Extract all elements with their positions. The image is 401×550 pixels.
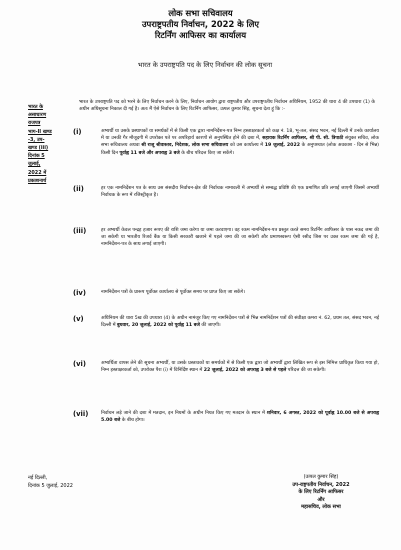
clause-text-bold: सहायक रिटर्निंग आफिसर, श्री पी. सी. त्रिपाठी [262,136,344,142]
clause-number: (vii) [73,410,89,418]
clause-text-bold: 22 जुलाई, 2022 को अपराह्न 3 बजे से पहले [203,368,287,374]
clause-number: (iii) [73,227,87,235]
issue-date: दिनांक 5 जुलाई, 2022 [28,483,73,489]
side-note-line: राजपत्र [28,120,41,127]
clause-text-run: के अनुपश्चात (लोक अवकाश - दिन से भिन्न) किसी दिन [101,143,380,156]
side-note-line: खण्ड (iii) [28,145,49,152]
side-note-line: प्रकाशनार्थ [28,177,47,184]
clause-text-run: हर एक नामनिर्देशन पत्र के साथ उस संसदीय निर्वाचन-क्षेत्र की निर्वाचक नामावली में अभ्यर्थी से सम्बद्ध प्रविष्टि की एक प्रमाणित प्रति लगाई जाएगी जिसमें अभ्यर्थी निर्वाचक के रूप में रजिस्ट्रीकृत है। [101,186,379,199]
side-note-line: जुलाई, [28,161,41,168]
clause-text-run: निर्वाचन लड़े जाने की दशा में मतदान, इन नियमों के अधीन नियत किए गए मतदान के स्थान में [101,411,267,416]
clause-text-bold: श्री राजू श्रीवास्तव, निदेशक, लोक सभा सचिवालय [141,143,229,149]
place-and-date [28,474,73,490]
signatory-name: (उत्पल कुमार सिंह) [303,474,339,480]
clause-number: (v) [73,315,84,323]
side-note-line: भारत के [28,104,43,110]
clause-text-bold: पूर्वाह्न 11 बजे और अपराह्न 3 बजे [119,150,180,156]
header-line-1: लोक सभा सचिवालय [168,8,233,18]
side-note-line: दिनांक 5 [28,153,45,160]
header-line-2: उपराष्ट्रपतीय निर्वाचन, 2022 के लिए [141,19,260,29]
clause-text-bold: 19 जुलाई, 2022 [264,143,300,149]
header-line-3: रिटर्निंग आफिसर का कार्यालय [154,30,247,40]
clause-text [101,185,379,199]
clause-number: (iv) [73,289,86,297]
clause-number: (i) [73,128,82,136]
signatory-role-3: महासचिव, लोक सभा [301,504,341,511]
clause-text-run: परिदत्त की जा सकेगी। [286,368,326,374]
clause-text-run: के बीच होगा। [120,418,145,424]
signatory-conj: और [317,496,325,503]
clause-text-run: नामनिर्देशन पत्रों के प्रारूप पूर्वोक्त कार्यालय से पूर्वोक्त समय पर प्राप्त किए जा सकेंगे। [101,290,246,295]
clause-text [101,410,379,424]
clause-text-run: अभ्यर्थिता वापस लेने की सूचना अभ्यर्थी, या उसके प्रस्तावकों या समर्थकों में से किसी एक द्वारा जो अभ्यर्थी द्वारा लिखित रूप से इस निमित्त प्राधिकृत किया गया हो, निम्न हस्ताक्षरकर्ता को, उपरोक्त पैरा (i) में विनिर्दिष्ट स्थान में [101,361,379,374]
clause-text-bold: शनिवार, 6 अगस्त, 2022 को पूर्वाह्न 10.00 बजे से अपराह्न 5.00 बजे [101,411,379,424]
clause-number: (vi) [73,360,86,368]
clause-text-run: के बीच परिदत्त किए जा सकेंगे। [179,150,234,156]
side-note-line: -3, उप- [28,136,45,143]
clause-text-run: की जाएगी। [199,323,221,329]
side-note-line: 2022 में [28,169,47,176]
clause-text-run: अधिनियम की धारा 5ख की उपधारा (4) के अधीन नामंजूर किए गए नामनिर्देशन पत्रों से भिन्न नामनिर्देशन पत्रों की संवीक्षा कमरा नं. 62, प्रथम तल, संसद भवन, नई दिल्ली में [101,316,379,329]
signature-block [256,474,386,512]
signatory-role-2: के लिए रिटर्निंग आफिसर [298,489,344,496]
clause-text [101,227,379,249]
place: नई दिल्ली, [28,475,48,481]
side-note-line: भाग-II खण्ड [28,128,52,135]
clause-text [101,360,379,374]
notice-subtitle: भारत के उपराष्ट्रपति पद के लिए निर्वाचन की लोक सूचना [137,61,273,69]
clause-text-run: हर अभ्यर्थी केवल पन्द्रह हजार रूपए की राशि जमा करेगा या जमा करवाएगा। वह रकम नामनिर्देशन-पत्र प्रस्तुत करते समय रिटर्निंग आफिसर के पास नकद जमा की जा सकेगी या भारतीय रिजर्व बैंक या किसी सरकारी खजाने में पहले जमा की जा सकेगी और प्रमाणस्वरूप ऐसी रसीद जिस पर उक्त रकम जमा की गई है, नामनिर्देशन-पत्र के साथ लगाई जाएगी। [101,228,379,248]
clause-text [101,128,379,157]
gazette-side-note [28,103,68,185]
clause-number: (ii) [73,185,84,193]
clause-text [101,289,379,296]
clause-text-run: अभ्यर्थी या उसके प्रस्थापकों या समर्थकों में से किसी एक द्वारा नामनिर्देशन-पत्र निम्न हस्ताक्षरकर्ता को कक्ष नं. 18, भू-तल, संसद भवन, नई दिल्ली में उनके कार्यालय में या उनकी गैर मौजूदगी में उपरोक्त पते पर अपरिहार्य कारणों से अनुपस्थित होने की दशा में, [101,129,379,142]
side-note-line: असाधारण [28,112,47,119]
intro-paragraph: भारत के उपराष्ट्रपति पद को भरने के लिए निर्वाचन करने के लिए, निर्वाचन आयोग द्वारा राष्ट्रपतीय और उपराष्ट्रपतीय निर्वाचन अधिनियम, 1952 की धारा 4 की उपधारा (1) के अधीन अधिसूचना निकाल दी गई है। अतः मैं ऐसे निर्वाचन के लिए रिटर्निंग आफिसर, उत्पल कुमार सिंह, सूचना देता हूं कि :- [79,100,375,113]
clause-text-run: को उस कार्यालय में [228,143,265,149]
clause-text [101,315,379,329]
clause-text-run: संयुक्त सचिव, लोक सभा सचिवालय अथवा [101,136,379,149]
signatory-role-1: उप-राष्ट्रपतीय निर्वाचन, 2022 [292,481,350,488]
clause-text-bold: बुधवार, 20 जुलाई, 2022 को पूर्वाह्न 11 बजे [117,323,200,329]
